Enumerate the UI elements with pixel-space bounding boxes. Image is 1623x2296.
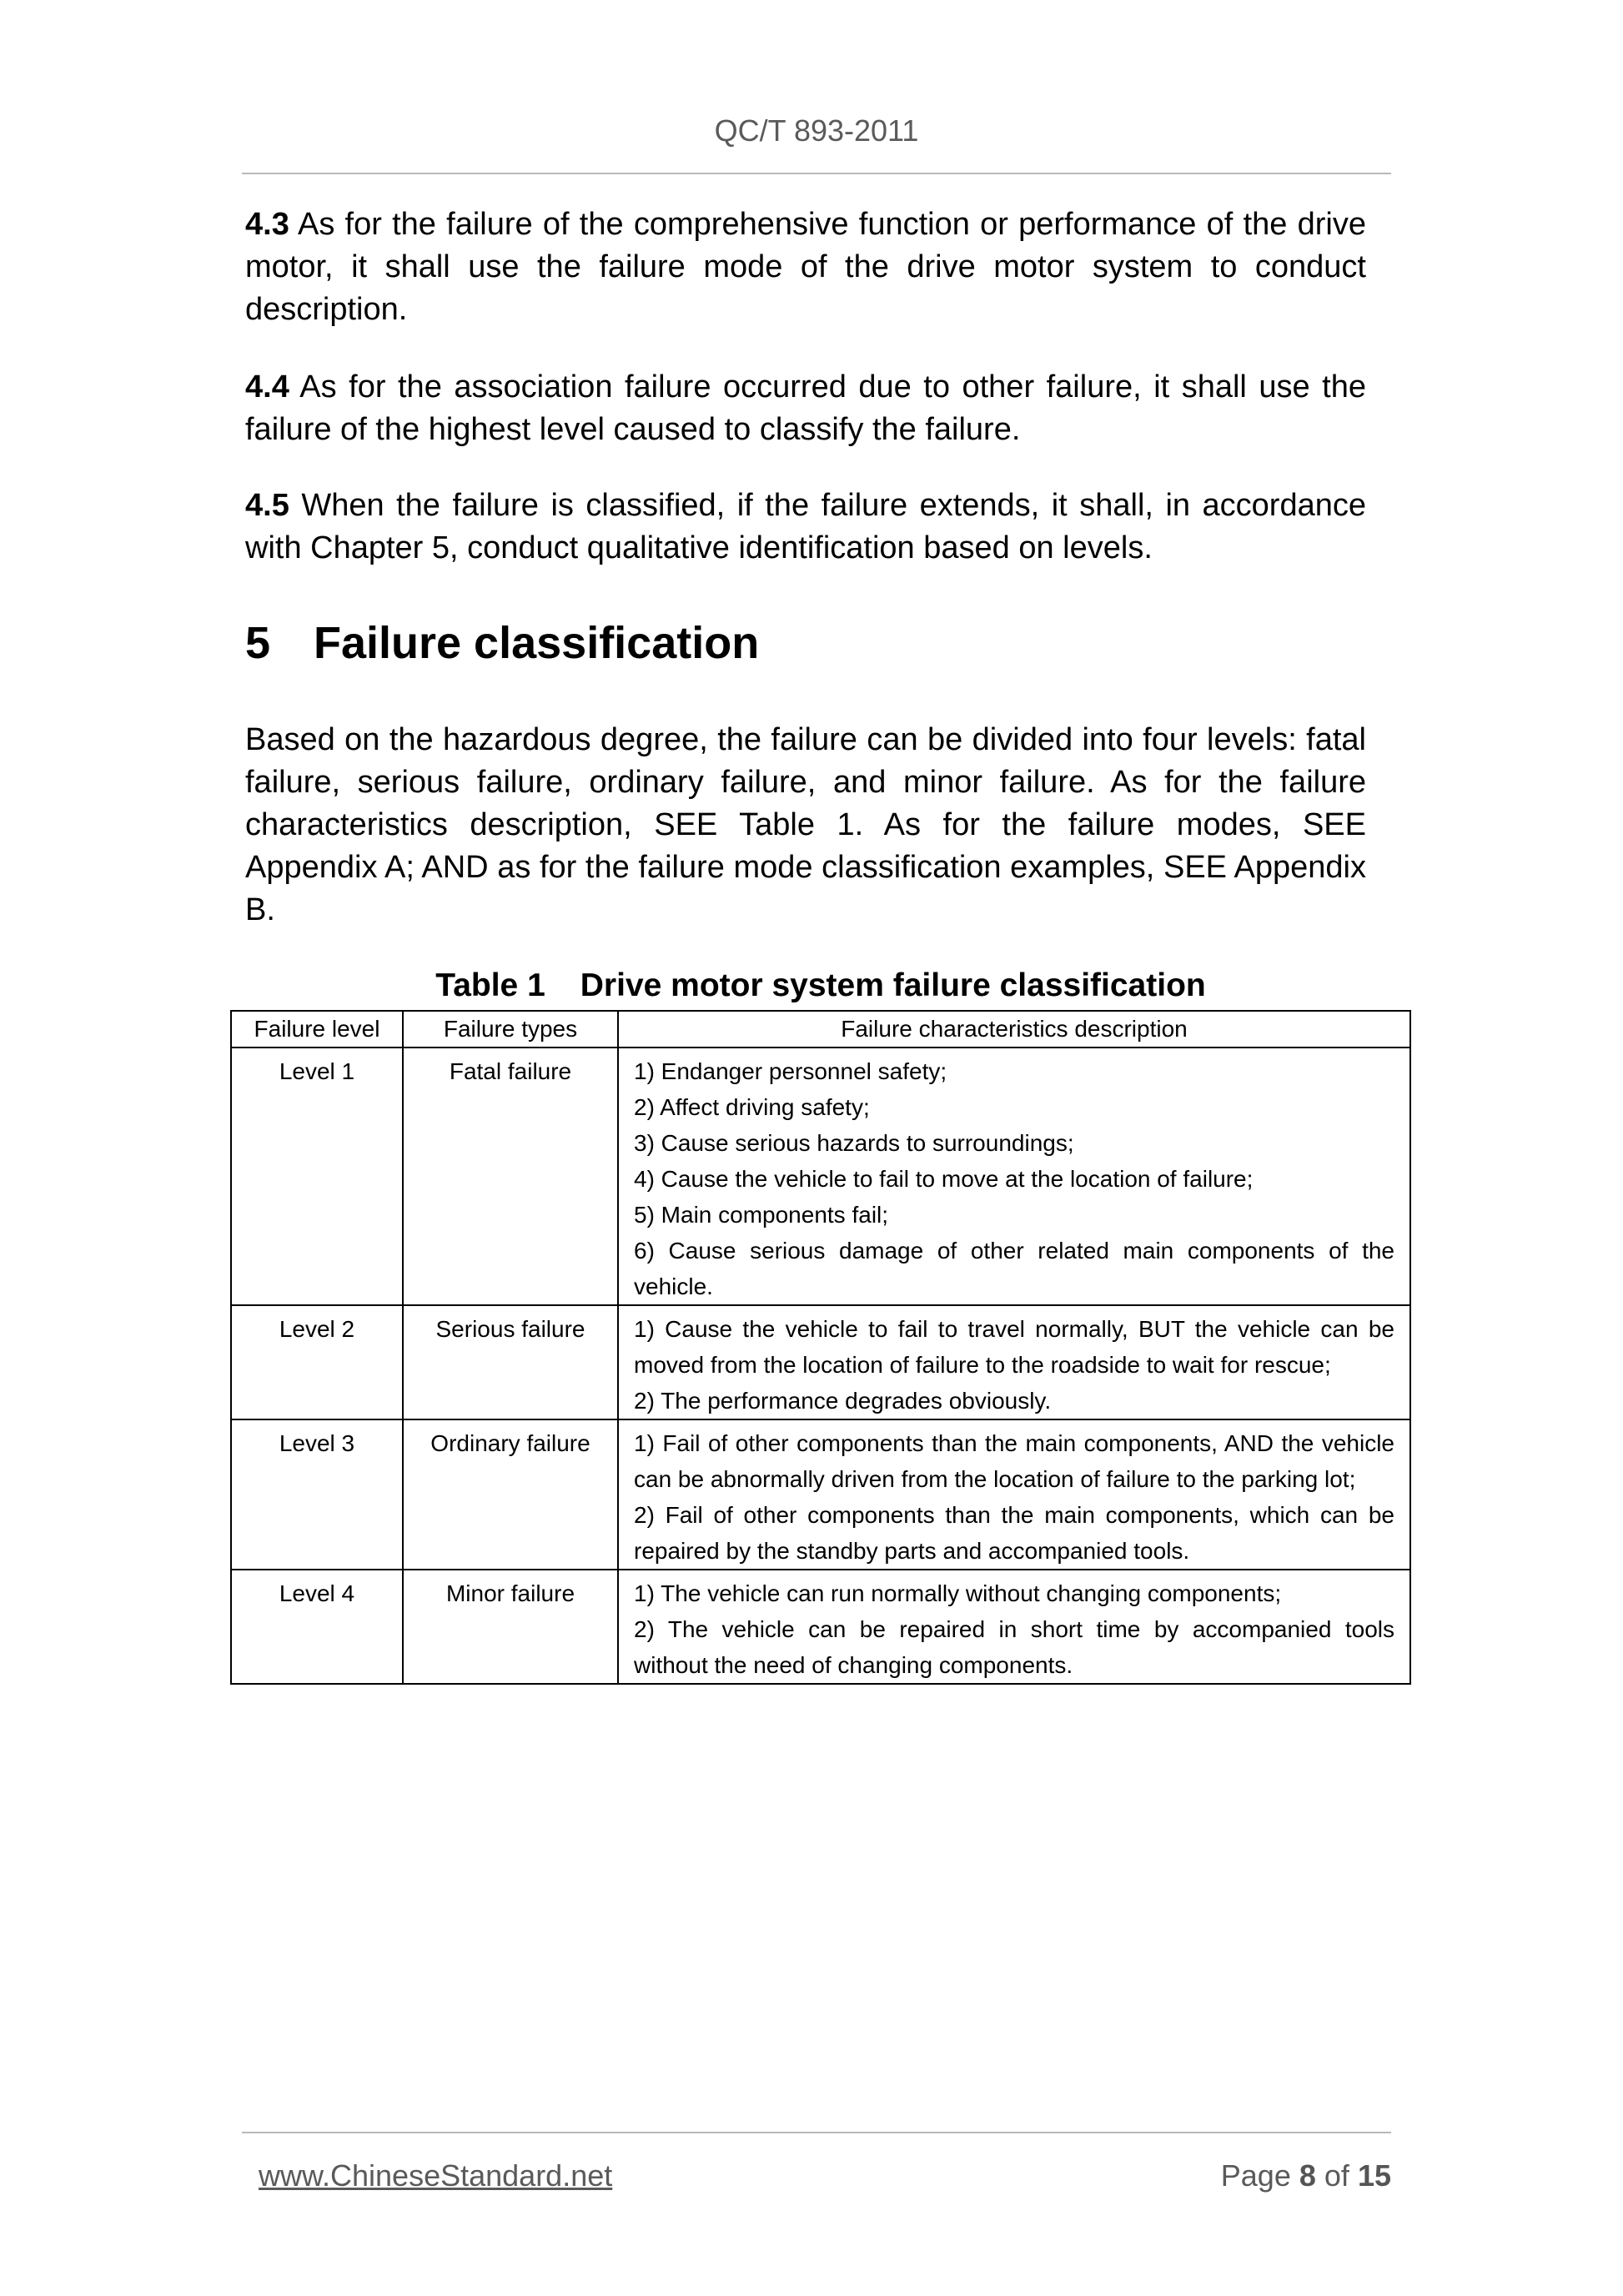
level-cell: Level 1 — [231, 1048, 403, 1305]
table-caption — [230, 966, 1411, 1006]
page-number — [1221, 2158, 1391, 2193]
level-cell: Level 3 — [231, 1419, 403, 1570]
description-item: 1) Fail of other components than the main components, AND the vehicle can be abnormally driven from the location of failure to the parking lot; — [634, 1430, 1394, 1492]
section-number: 5 — [245, 618, 271, 668]
description-item: 2) The vehicle can be repaired in short time by accompanied tools without the need of changing components. — [634, 1616, 1394, 1678]
clause-4-4 — [245, 366, 1366, 451]
current-page: 8 — [1299, 2158, 1316, 2193]
description-item: 4) Cause the vehicle to fail to move at the location of failure; — [634, 1166, 1254, 1192]
clause-text: When the failure is classified, if the failure extends, it shall, in accordance with Chapter 5, conduct qualitative identification based on levels. — [245, 488, 1366, 565]
clause-4-5 — [245, 485, 1366, 570]
description-item: 1) The vehicle can run normally without changing components; — [634, 1580, 1282, 1606]
header-failure-description: Failure characteristics description — [618, 1011, 1410, 1048]
level-cell: Level 2 — [231, 1305, 403, 1419]
description-item: 3) Cause serious hazards to surroundings; — [634, 1130, 1074, 1156]
table-row — [231, 1048, 1410, 1305]
description-item: 2) Fail of other components than the main components, which can be repaired by the standby parts and accompanied tools. — [634, 1502, 1394, 1564]
section-title: Failure classification — [314, 618, 760, 668]
clause-4-3 — [245, 203, 1366, 331]
table-row — [231, 1570, 1410, 1684]
table-header-row — [231, 1011, 1410, 1048]
of-word: of — [1324, 2158, 1349, 2193]
type-cell: Minor failure — [403, 1570, 618, 1684]
clause-number: 4.3 — [245, 207, 289, 242]
description-cell — [618, 1570, 1410, 1684]
clause-text: As for the association failure occurred due to other failure, it shall use the failure of the highest level caused to classify the failure. — [245, 369, 1366, 447]
type-cell: Ordinary failure — [403, 1419, 618, 1570]
footer-divider — [242, 2132, 1391, 2133]
total-pages: 15 — [1357, 2158, 1391, 2193]
description-cell — [618, 1048, 1410, 1305]
table-row — [231, 1419, 1410, 1570]
header-failure-types: Failure types — [403, 1011, 618, 1048]
failure-classification-table — [230, 1010, 1411, 1685]
clause-text: As for the failure of the comprehensive function or performance of the drive motor, it shall use the failure mode of the drive motor system to conduct description. — [245, 207, 1366, 327]
description-item: 5) Main components fail; — [634, 1202, 889, 1228]
description-cell — [618, 1305, 1410, 1419]
table-label: Table 1 — [435, 967, 545, 1003]
section-intro: Based on the hazardous degree, the failure can be divided into four levels: fatal failure, serious failure, ordinary failure, and minor failure. As for the failure characteristics description, SEE Table 1. As for the failure modes, SEE Appendix A; AND as for the failure mode classification examples, SEE Appendix B. — [245, 722, 1366, 927]
clause-number: 4.4 — [245, 369, 289, 404]
description-item: 2) Affect driving safety; — [634, 1094, 870, 1120]
table-row — [231, 1305, 1410, 1419]
type-cell: Serious failure — [403, 1305, 618, 1419]
level-cell: Level 4 — [231, 1570, 403, 1684]
page-word: Page — [1220, 2158, 1291, 2193]
description-cell — [618, 1419, 1410, 1570]
section-heading — [245, 615, 759, 671]
description-item: 1) Endanger personnel safety; — [634, 1058, 947, 1084]
description-item: 6) Cause serious damage of other related main components of the vehicle. — [634, 1238, 1394, 1299]
clause-number: 4.5 — [245, 488, 289, 523]
description-item: 1) Cause the vehicle to fail to travel normally, BUT the vehicle can be moved from the location of failure to the roadside to wait for rescue; — [634, 1316, 1394, 1378]
header-failure-level: Failure level — [231, 1011, 403, 1048]
table-title: Drive motor system failure classification — [580, 967, 1206, 1003]
page-header: QC/T 893-2011 — [714, 113, 919, 148]
website-link[interactable]: www.ChineseStandard.net — [259, 2158, 613, 2193]
header-divider — [242, 173, 1391, 174]
description-item: 2) The performance degrades obviously. — [634, 1388, 1052, 1414]
type-cell: Fatal failure — [403, 1048, 618, 1305]
